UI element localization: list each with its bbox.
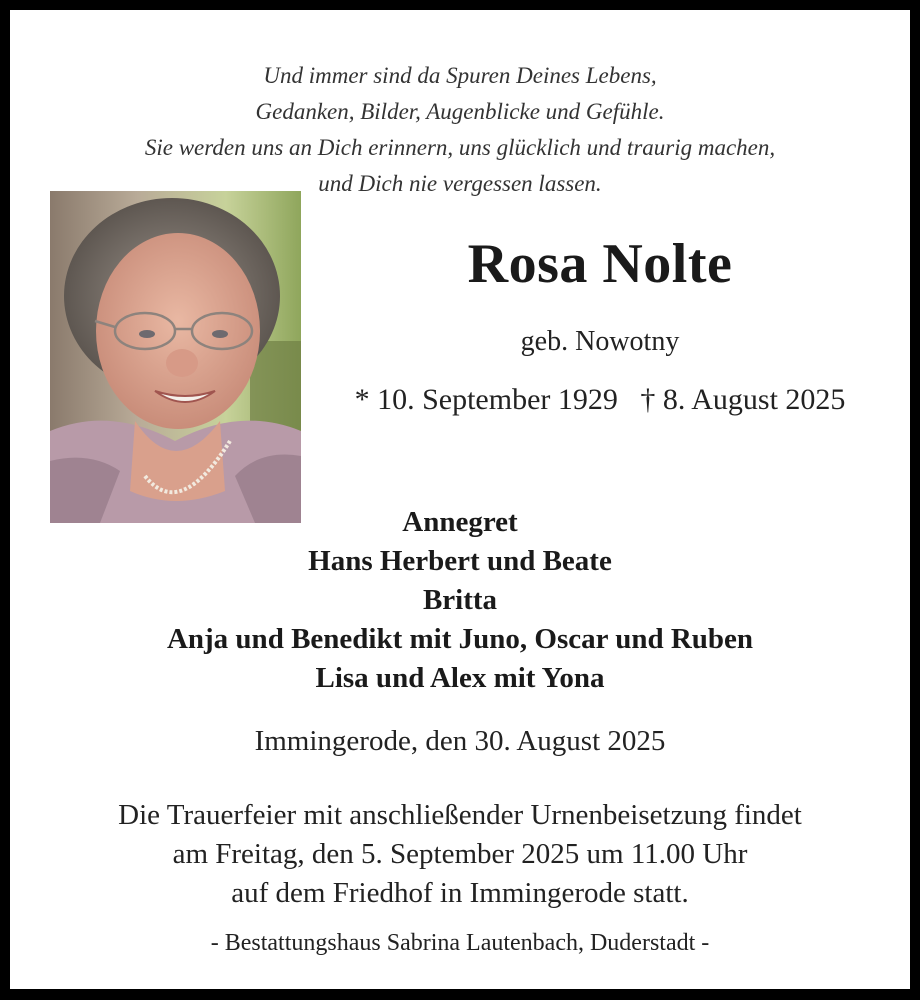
- portrait-image: [50, 191, 301, 523]
- family-line: Anja und Benedikt mit Juno, Oscar und Ruben: [166, 623, 754, 655]
- obituary-card: [10, 10, 910, 989]
- deceased-name: Rosa Nolte: [467, 233, 733, 295]
- service-line: am Freitag, den 5. September 2025 um 11.00 Uhr: [172, 838, 748, 870]
- place-and-date: Immingerode, den 30. August 2025: [254, 725, 666, 757]
- poem: [10, 58, 910, 202]
- life-dates: * 10. September 1929 † 8. August 2025: [354, 383, 846, 416]
- service-line: auf dem Friedhof in Immingerode statt.: [231, 877, 689, 909]
- undertaker: - Bestattungshaus Sabrina Lautenbach, Duderstadt -: [210, 930, 710, 956]
- family-line: Lisa und Alex mit Yona: [315, 662, 605, 694]
- poem-line: Sie werden uns an Dich erinnern, uns glücklich und traurig machen,: [144, 135, 776, 160]
- service-line: Die Trauerfeier mit anschließender Urnenbeisetzung findet: [118, 799, 802, 831]
- poem-line: Gedanken, Bilder, Augenblicke und Gefühle.: [255, 99, 665, 124]
- service-info: [10, 796, 910, 913]
- maiden-name: geb. Nowotny: [520, 326, 680, 357]
- portrait-photo: [50, 191, 301, 523]
- poem-line: Und immer sind da Spuren Deines Lebens,: [263, 63, 657, 88]
- family-line: Annegret: [402, 506, 518, 538]
- family-line: Hans Herbert und Beate: [308, 545, 612, 577]
- family-signatures: [10, 503, 910, 698]
- poem-line: und Dich nie vergessen lassen.: [318, 171, 602, 196]
- family-line: Britta: [422, 584, 498, 616]
